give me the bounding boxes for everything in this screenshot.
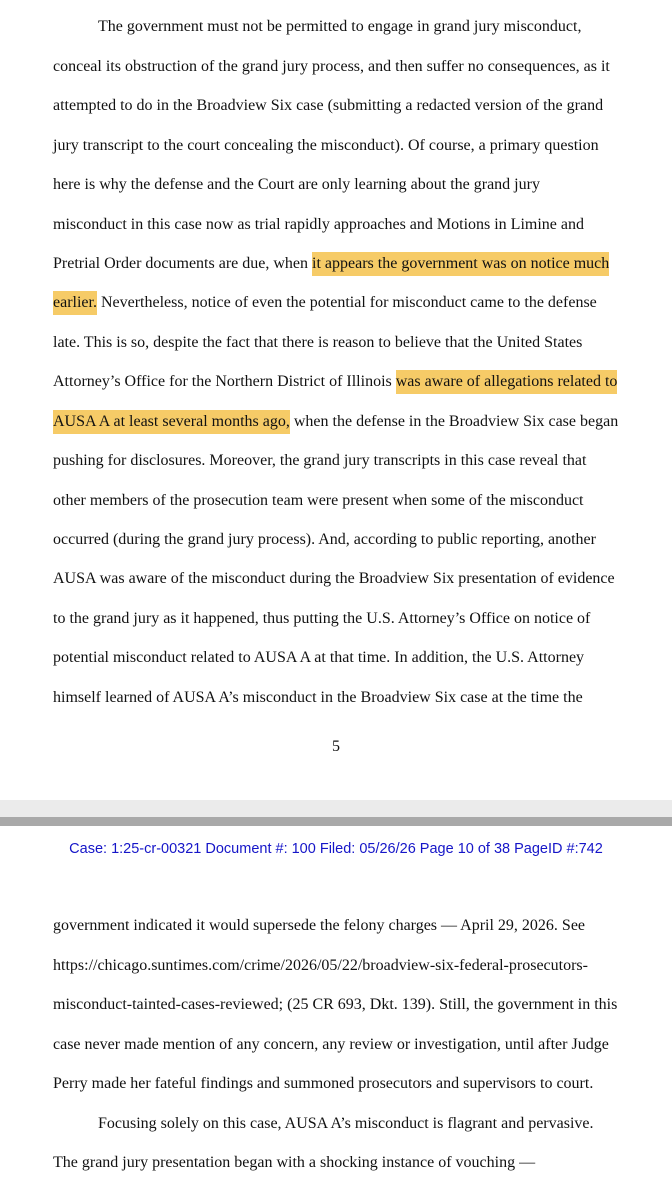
page-number: 5 [332, 738, 340, 755]
body-text-line: The government must not be permitted to engage in grand jury misconduct, [98, 18, 582, 35]
body-text: Attorney’s Office for the Northern District of Illinois [53, 373, 396, 390]
body-text-line: AUSA was aware of the misconduct during the Broadview Six presentation of evidence [53, 570, 615, 587]
body-text-line [53, 290, 597, 316]
body-text-line: https://chicago.suntimes.com/crime/2026/05/22/broadview-six-federal-prosecutors- [53, 957, 588, 974]
body-text-line: misconduct-tainted-cases-reviewed; (25 CR 693, Dkt. 139). Still, the government in this [53, 996, 618, 1013]
highlighted-text: earlier. [53, 291, 97, 315]
body-text-line: late. This is so, despite the fact that there is reason to believe that the United States [53, 334, 583, 351]
highlighted-text: it appears the government was on notice much [312, 252, 609, 276]
highlighted-text: was aware of allegations related to [396, 370, 618, 394]
body-text-line: pushing for disclosures. Moreover, the grand jury transcripts in this case reveal that [53, 452, 587, 469]
case-filing-header: Case: 1:25-cr-00321 Document #: 100 Filed: 05/26/26 Page 10 of 38 PageID #:742 [69, 841, 603, 857]
body-text-line: The grand jury presentation began with a shocking instance of vouching — [53, 1154, 536, 1171]
body-text: when the defense in the Broadview Six case began [289, 413, 619, 430]
body-text-line [53, 369, 617, 395]
body-text-line: attempted to do in the Broadview Six case (submitting a redacted version of the grand [53, 97, 604, 114]
body-text-line [53, 409, 618, 435]
body-text-line: potential misconduct related to AUSA A at that time. In addition, the U.S. Attorney [53, 649, 585, 666]
body-text: Nevertheless, notice of even the potential for misconduct came to the defense [96, 294, 597, 311]
body-text-line: case never made mention of any concern, any review or investigation, until after Judge [53, 1036, 609, 1053]
highlighted-text: AUSA A at least several months ago, [53, 410, 290, 434]
body-text: Pretrial Order documents are due, when [53, 255, 313, 272]
page-separator-bar [0, 817, 672, 826]
body-text-line: occurred (during the grand jury process). And, according to public reporting, another [53, 531, 596, 548]
document-page-10 [0, 826, 672, 1200]
body-text-line: here is why the defense and the Court are only learning about the grand jury [53, 176, 540, 193]
body-text-line: Perry made her fateful findings and summoned prosecutors and supervisors to court. [53, 1075, 594, 1092]
body-text-line: misconduct in this case now as trial rapidly approaches and Motions in Limine and [53, 216, 584, 233]
body-text-line: jury transcript to the court concealing the misconduct). Of course, a primary question [53, 137, 599, 154]
body-text-line: other members of the prosecution team were present when some of the misconduct [53, 492, 584, 509]
body-text-line [53, 251, 609, 277]
body-text-line: to the grand jury as it happened, thus putting the U.S. Attorney’s Office on notice of [53, 610, 591, 627]
body-text-line: conceal its obstruction of the grand jury process, and then suffer no consequences, as it [53, 58, 610, 75]
body-text-line: government indicated it would supersede the felony charges — April 29, 2026. See [53, 917, 586, 934]
body-text-line: himself learned of AUSA A’s misconduct in the Broadview Six case at the time the [53, 689, 583, 706]
body-text-line: Focusing solely on this case, AUSA A’s misconduct is flagrant and pervasive. [98, 1115, 594, 1132]
